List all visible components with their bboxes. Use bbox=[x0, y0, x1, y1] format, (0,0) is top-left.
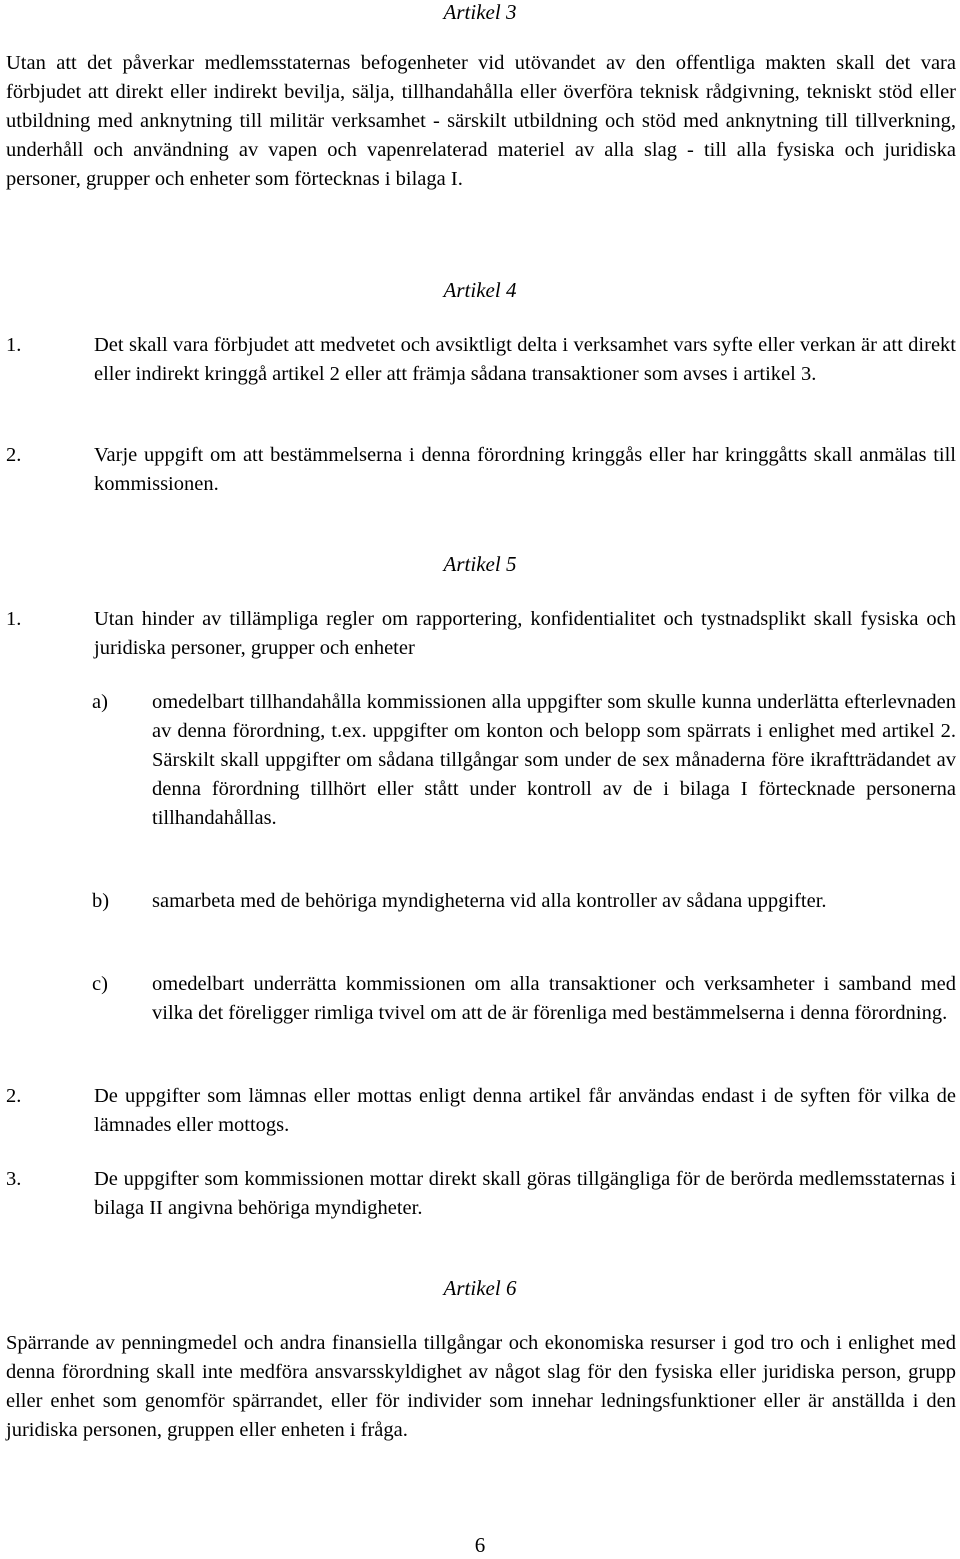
article-5-subitem-b bbox=[92, 887, 956, 916]
article-4-heading: Artikel 4 bbox=[443, 278, 517, 302]
subitem-text: omedelbart underrätta kommissionen om alla transaktioner och verksamheter i samband med vilka det föreligger rimliga tvivel om att de är förenliga med bestämmelserna i denna förordning. bbox=[152, 973, 956, 1024]
article-3-heading: Artikel 3 bbox=[443, 0, 517, 24]
paragraph-number: 3. bbox=[6, 1168, 22, 1190]
article-5-paragraph-2 bbox=[6, 1082, 956, 1140]
paragraph-text: De uppgifter som kommissionen mottar direkt skall göras tillgängliga för de berörda medlemsstaternas i bilaga II angivna behöriga myndigheter. bbox=[94, 1168, 956, 1219]
paragraph-number: 2. bbox=[6, 444, 22, 466]
article-6-heading: Artikel 6 bbox=[443, 1276, 517, 1300]
article-5-paragraph-1 bbox=[6, 605, 956, 663]
paragraph-text: Varje uppgift om att bestämmelserna i denna förordning kringgås eller har kringgåtts skall anmälas till kommissionen. bbox=[94, 444, 956, 495]
paragraph-number: 1. bbox=[6, 608, 22, 630]
subitem-letter: b) bbox=[92, 890, 110, 912]
article-6-text: Spärrande av penningmedel och andra finansiella tillgångar och ekonomiska resurser i god tro och i enlighet med denna förordning skall inte medföra ansvarsskyldighet av något slag för den fysiska eller juridiska person, grupp eller enhet som genomför spärrandet, eller för individer som innehar ledningsfunktioner eller är anställda i den juridiska personen, gruppen eller enheten i fråga. bbox=[6, 1332, 956, 1441]
paragraph-text: Det skall vara förbjudet att medvetet och avsiktligt delta i verksamhet vars syfte eller verkan är att direkt eller indirekt kringgå artikel 2 eller att främja sådana transaktioner som avses i artikel 3. bbox=[94, 334, 956, 385]
paragraph-text: De uppgifter som lämnas eller mottas enligt denna artikel får användas endast i de syften för vilka de lämnades eller mottogs. bbox=[94, 1085, 956, 1136]
page-number: 6 bbox=[474, 1533, 486, 1557]
article-4-paragraph-1 bbox=[6, 331, 956, 389]
article-5-subitem-a bbox=[92, 688, 956, 833]
article-4-paragraph-2 bbox=[6, 441, 956, 499]
article-5-heading: Artikel 5 bbox=[443, 552, 517, 576]
article-5-subitem-c bbox=[92, 970, 956, 1028]
subitem-letter: c) bbox=[92, 973, 108, 995]
article-5-paragraph-3 bbox=[6, 1165, 956, 1223]
subitem-text: samarbeta med de behöriga myndigheterna vid alla kontroller av sådana uppgifter. bbox=[152, 890, 827, 912]
subitem-text: omedelbart tillhandahålla kommissionen alla uppgifter som skulle kunna underlätta efterlevnaden av denna förordning, t.ex. uppgifter om konton och belopp som spärrats i enlighet med artikel 2. Särskilt skall uppgifter om sådana tillgångar som under de sex månaderna före ikraftträdandet av denna förordning tillhört eller stått under kontroll av de i bilaga I förtecknade personerna tillhandahållas. bbox=[152, 691, 956, 829]
paragraph-text: Utan hinder av tillämpliga regler om rapportering, konfidentialitet och tystnadsplikt skall fysiska och juridiska personer, grupper och enheter bbox=[94, 608, 956, 659]
paragraph-number: 1. bbox=[6, 334, 22, 356]
paragraph-number: 2. bbox=[6, 1085, 22, 1107]
subitem-letter: a) bbox=[92, 691, 108, 713]
article-3-text: Utan att det påverkar medlemsstaternas befogenheter vid utövandet av den offentliga makten skall det vara förbjudet att direkt eller indirekt bevilja, sälja, tillhandahålla eller överföra teknisk rådgivning, tekniskt stöd eller utbildning med anknytning till militär verksamhet - särskilt utbildning och stöd med anknytning till tillverkning, underhåll och användning av vapen och vapenrelaterad materiel av alla slag - till alla fysiska och juridiska personer, grupper och enheter som förtecknas i bilaga I. bbox=[6, 52, 956, 190]
